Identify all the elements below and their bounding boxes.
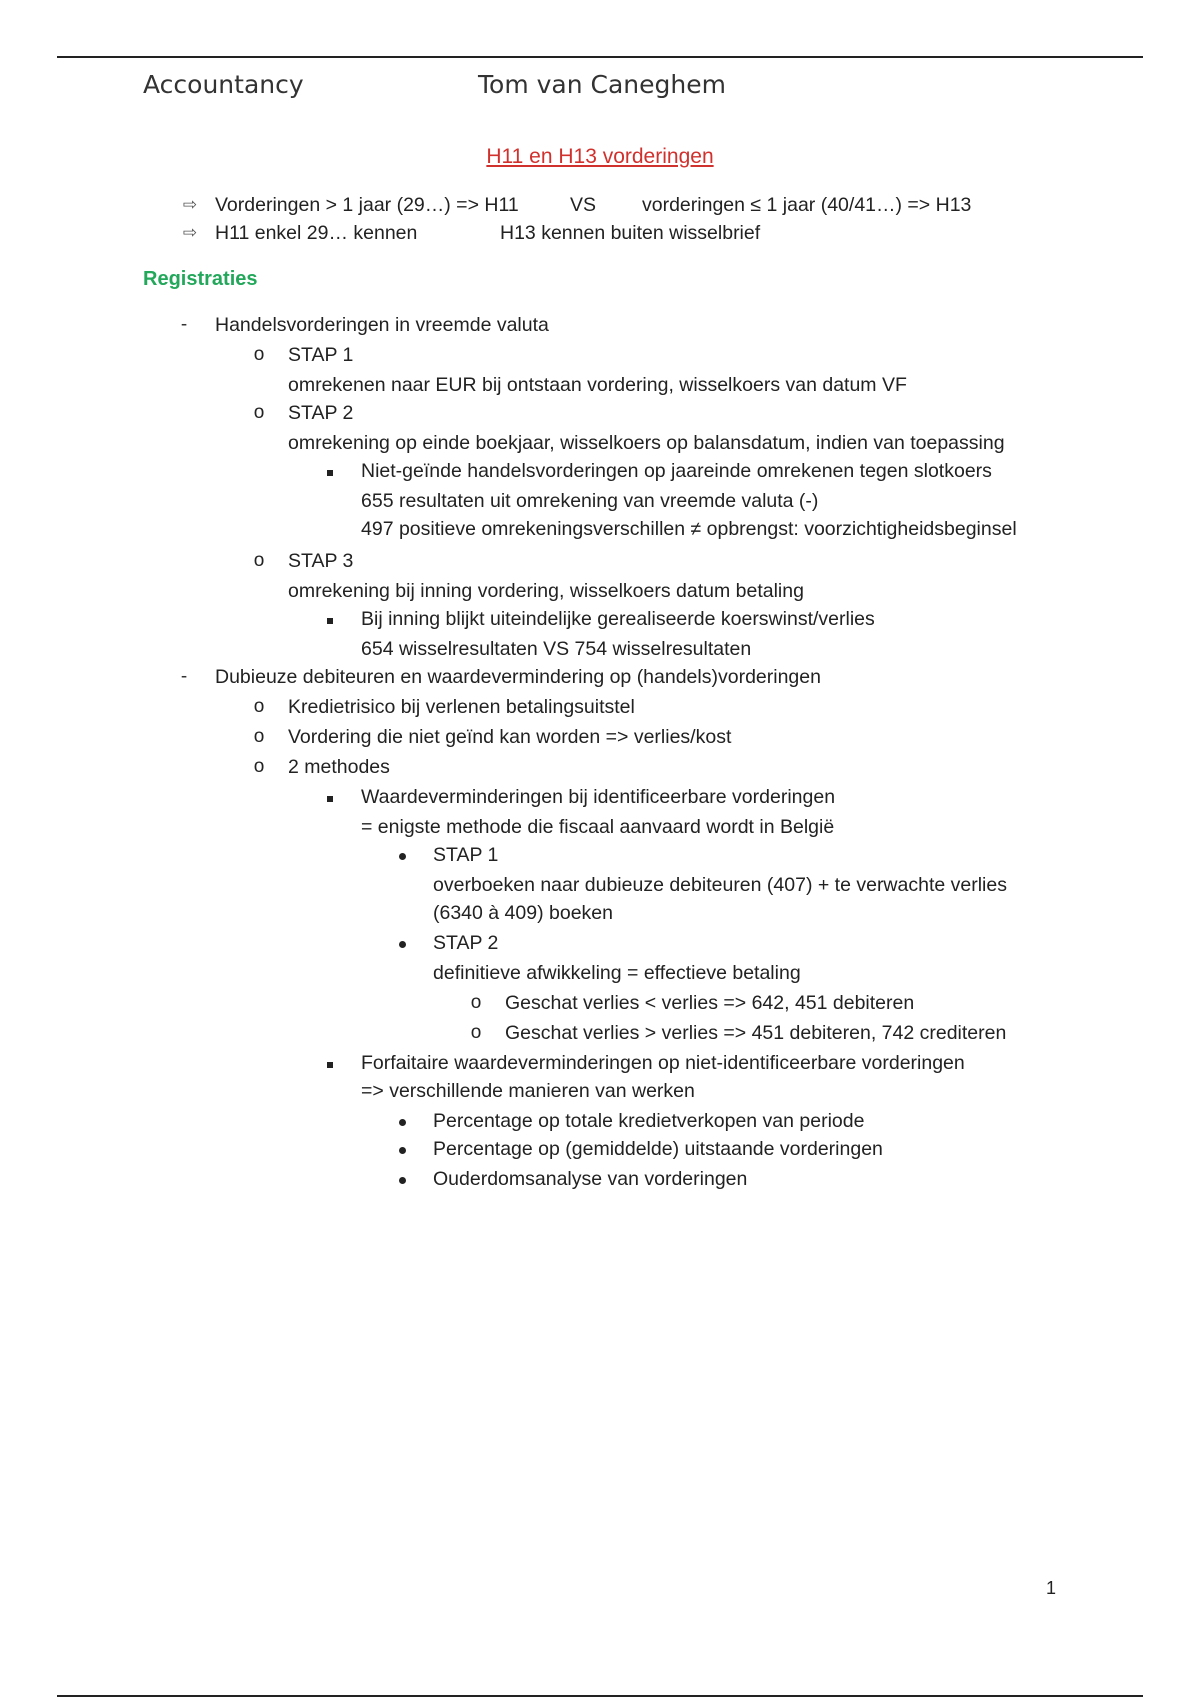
list-item: overboeken naar dubieuze debiteuren (407) + te verwachte verlies bbox=[433, 874, 1007, 896]
list-item: Dubieuze debiteuren en waardevermindering op (handels)vorderingen bbox=[215, 666, 821, 688]
list-item: Percentage op (gemiddelde) uitstaande vorderingen bbox=[433, 1138, 883, 1160]
header-author: Tom van Caneghem bbox=[478, 70, 726, 99]
list-item: definitieve afwikkeling = effectieve betaling bbox=[433, 962, 801, 984]
list-item: Kredietrisico bij verlenen betalingsuitstel bbox=[288, 696, 635, 718]
list-item: Forfaitaire waardeverminderingen op niet-identificeerbare vorderingen bbox=[361, 1052, 965, 1074]
list-item: omrekenen naar EUR bij ontstaan vordering, wisselkoers van datum VF bbox=[288, 374, 907, 396]
intro-line-2-left: H11 enkel 29… kennen bbox=[215, 222, 418, 244]
list-item: Waardeverminderingen bij identificeerbare vorderingen bbox=[361, 786, 836, 808]
list-item: Percentage op totale kredietverkopen van periode bbox=[433, 1110, 865, 1132]
intro-line-1-vs: VS bbox=[570, 194, 597, 216]
dot-bullet-icon bbox=[390, 1166, 414, 1192]
header-subject: Accountancy bbox=[143, 70, 304, 99]
dot-bullet-icon bbox=[390, 842, 414, 868]
footer-rule bbox=[57, 1695, 1143, 1697]
circle-bullet-icon: o bbox=[253, 726, 265, 747]
arrow-bullet-icon: ⇨ bbox=[182, 195, 198, 214]
list-item: Geschat verlies > verlies => 451 debiteren, 742 crediteren bbox=[505, 1022, 1007, 1044]
list-item: 497 positieve omrekeningsverschillen ≠ opbrengst: voorzichtigheidsbeginsel bbox=[361, 518, 1017, 540]
circle-bullet-icon: o bbox=[253, 344, 265, 365]
square-bullet-icon bbox=[318, 1050, 342, 1076]
list-item: = enigste methode die fiscaal aanvaard wordt in België bbox=[361, 816, 835, 838]
list-item: Vordering die niet geïnd kan worden => verlies/kost bbox=[288, 726, 732, 748]
list-item: => verschillende manieren van werken bbox=[361, 1080, 695, 1102]
section-heading: Registraties bbox=[143, 268, 258, 290]
dot-bullet-icon bbox=[390, 1136, 414, 1162]
dash-bullet-icon: - bbox=[180, 666, 188, 687]
list-item: STAP 1 bbox=[288, 344, 354, 366]
intro-line-1-right: vorderingen ≤ 1 jaar (40/41…) => H13 bbox=[642, 194, 972, 216]
list-item: Niet-geïnde handelsvorderingen op jaareinde omrekenen tegen slotkoers bbox=[361, 460, 992, 482]
list-item: Ouderdomsanalyse van vorderingen bbox=[433, 1168, 748, 1190]
circle-bullet-icon: o bbox=[253, 756, 265, 777]
list-item: Handelsvorderingen in vreemde valuta bbox=[215, 314, 549, 336]
intro-line-2-right: H13 kennen buiten wisselbrief bbox=[500, 222, 761, 244]
circle-bullet-icon: o bbox=[470, 1022, 482, 1043]
header-rule bbox=[57, 56, 1143, 58]
list-item: 2 methodes bbox=[288, 756, 390, 778]
intro-line-1-left: Vorderingen > 1 jaar (29…) => H11 bbox=[215, 194, 519, 216]
arrow-bullet-icon: ⇨ bbox=[182, 223, 198, 242]
list-item: STAP 2 bbox=[433, 932, 499, 954]
circle-bullet-icon: o bbox=[470, 992, 482, 1013]
list-item: STAP 3 bbox=[288, 550, 354, 572]
dash-bullet-icon: - bbox=[180, 314, 188, 335]
list-item: STAP 1 bbox=[433, 844, 499, 866]
list-item: 654 wisselresultaten VS 754 wisselresultaten bbox=[361, 638, 752, 660]
list-item: (6340 à 409) boeken bbox=[433, 902, 613, 924]
square-bullet-icon bbox=[318, 784, 342, 810]
dot-bullet-icon bbox=[390, 1108, 414, 1134]
circle-bullet-icon: o bbox=[253, 550, 265, 571]
dot-bullet-icon bbox=[390, 930, 414, 956]
document-title: H11 en H13 vorderingen bbox=[486, 145, 714, 168]
list-item: 655 resultaten uit omrekening van vreemde valuta (-) bbox=[361, 490, 819, 512]
square-bullet-icon bbox=[318, 606, 342, 632]
circle-bullet-icon: o bbox=[253, 402, 265, 423]
list-item: omrekening bij inning vordering, wisselkoers datum betaling bbox=[288, 580, 804, 602]
circle-bullet-icon: o bbox=[253, 696, 265, 717]
list-item: omrekening op einde boekjaar, wisselkoers op balansdatum, indien van toepassing bbox=[288, 432, 1005, 454]
list-item: Geschat verlies < verlies => 642, 451 debiteren bbox=[505, 992, 915, 1014]
list-item: Bij inning blijkt uiteindelijke gerealiseerde koerswinst/verlies bbox=[361, 608, 875, 630]
page-number: 1 bbox=[1046, 1578, 1057, 1598]
square-bullet-icon bbox=[318, 458, 342, 484]
list-item: STAP 2 bbox=[288, 402, 354, 424]
